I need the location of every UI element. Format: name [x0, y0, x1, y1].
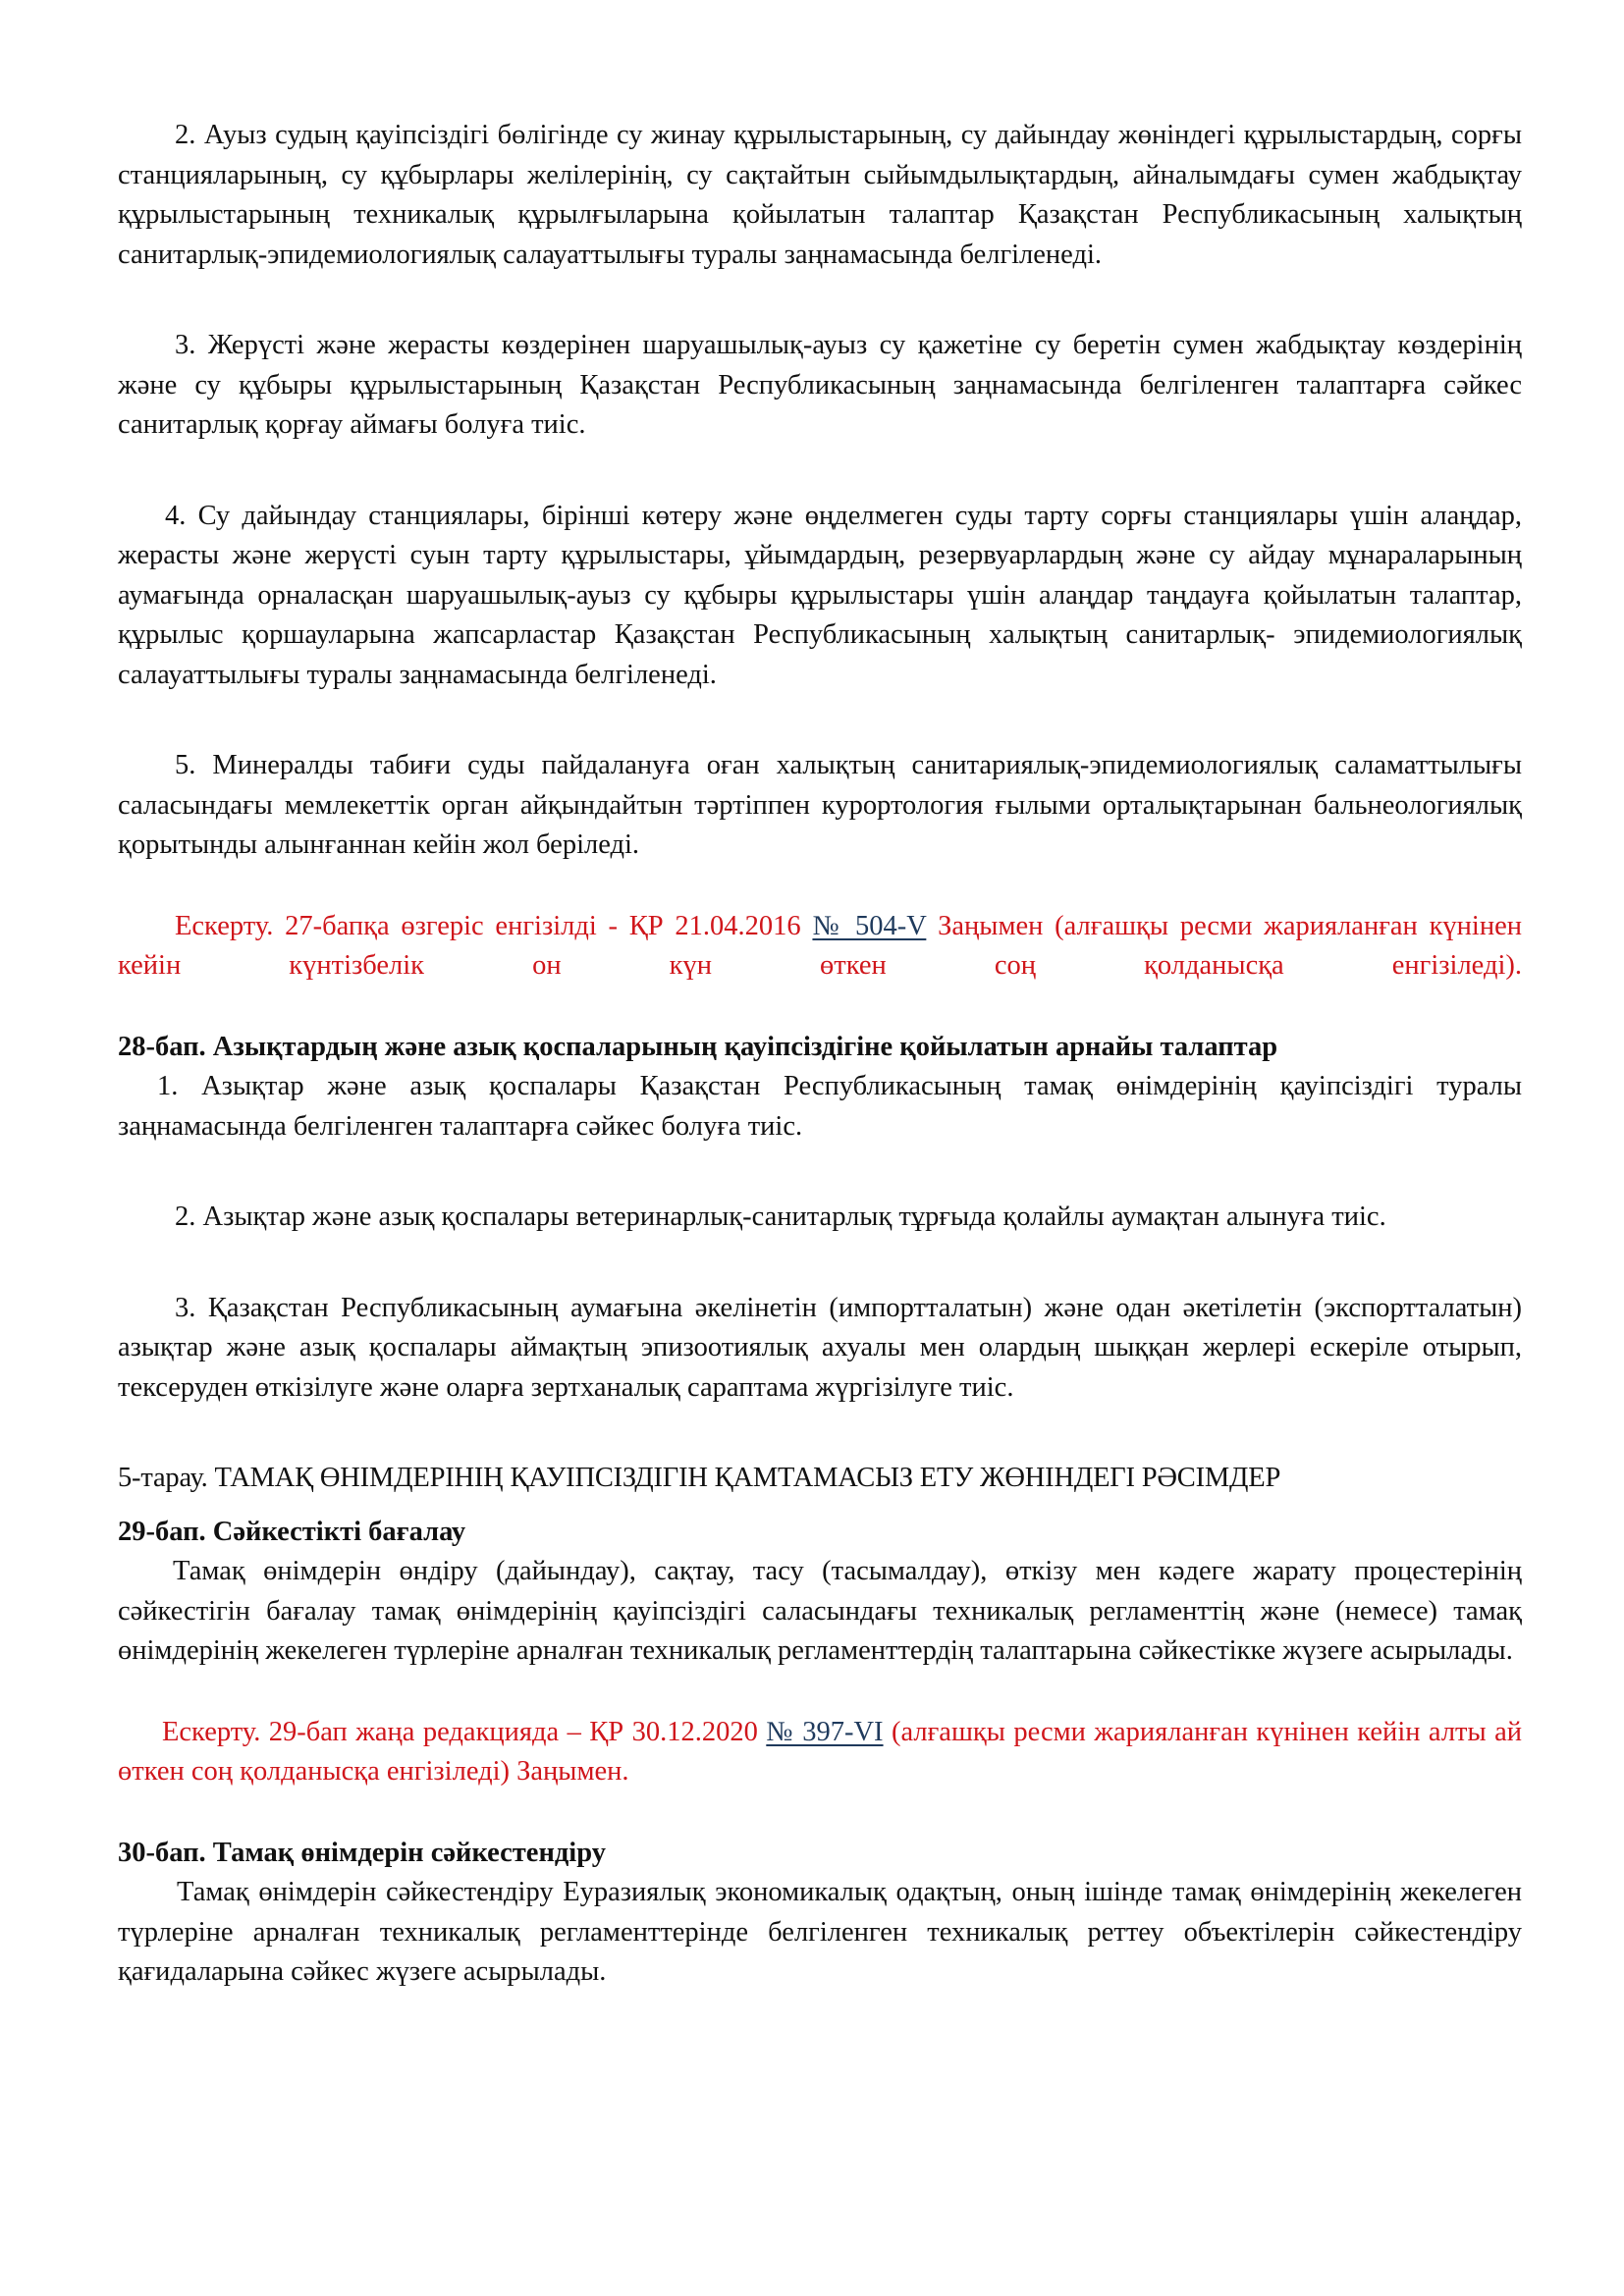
article28-paragraph-2: 2. Азықтар және азық қоспалары ветеринарлық-санитарлық тұрғыда қолайлы аумақтан алынуға тиіс. [175, 1201, 1386, 1232]
article28-paragraph-3: 3. Қазақстан Республикасының аумағына әкелінетін (импортталатын) және одан әкетілетін (экспортталатын) азықтар және азық қоспалары аймақтың эпизоотиялық ахуалы мен олардың шыққан жерлері ескеріле отырып, тексеруден өткізілуге және оларға зертханалық сараптама жүргізілуге тиіс. [118, 1292, 1522, 1403]
article27-paragraph-2: 2. Ауыз судың қауіпсіздігі бөлігінде су жинау құрылыстарының, су дайындау жөніндегі құрылыстардың, сорғы станцияларының, су құбырлары желілерінің, су сақтайтын сыйымдылықтардың, айналымдағы сумен жабдықтау құрылыстарының техникалық құрылғыларына қойылатын талаптар Қазақстан Республикасының халықтың санитарлық-эпидемиологиялық салауаттылығы туралы заңнамасында белгіленеді. [118, 120, 1522, 270]
document-page [118, 116, 1522, 1993]
article29-heading: 29-бап. Сәйкестікті бағалау [118, 1516, 466, 1547]
article28-heading: 28-бап. Азықтардың және азық қоспаларының қауіпсіздігіне қойылатын арнайы талаптар [118, 1031, 1278, 1062]
article29-amendment-note [118, 1713, 1522, 1792]
article29-paragraph-1: Тамақ өнімдерін өндіру (дайындау), сақтау, тасу (тасымалдау), өткізу мен кәдеге жарату процестерінің сәйкестігін бағалау тамақ өнімдерінің қауіпсіздігі саласындағы техникалық регламенттің және (немесе) тамақ өнімдерінің жекелеген түрлеріне арналған техникалық регламенттердің талаптарына сәйкестікке жүзеге асырылады. [118, 1556, 1522, 1666]
law-link-397-vi[interactable]: № 397-VI [766, 1716, 884, 1747]
article27-paragraph-5: 5. Минералды табиғи суды пайдалануға оған халықтың санитариялық-эпидемиологиялық саламаттылығы саласындағы мемлекеттік орган айқындайтын тәртіппен курортология ғылыми орталықтарынан бальнеологиялық қорытынды алынғаннан кейін жол беріледі. [118, 750, 1522, 860]
note-text-before: Ескерту. 29-бап жаңа редакцияда – ҚР 30.12.2020 [162, 1716, 767, 1747]
chapter5-title: 5-тарау. ТАМАҚ ӨНІМДЕРІНІҢ ҚАУІПСІЗДІГІН ҚАМТАМАСЫЗ ЕТУ ЖӨНІНДЕГІ РӘСІМДЕР [118, 1463, 1281, 1493]
article30-heading: 30-бап. Тамақ өнімдерін сәйкестендіру [118, 1837, 606, 1868]
article27-paragraph-4: 4. Су дайындау станциялары, бірінші көтеру және өңделмеген суды тарту сорғы станциялары үшін алаңдар, жерасты және жерүсті суын тарту құрылыстары, ұйымдардың, резервуарлардың және су айдау мұнараларының аумағында орналасқан шаруашылық-ауыз су құбыры құрылыстары үшін алаңдар таңдауға қойылатын талаптар, құрылыс қоршауларына жапсарластар Қазақстан Республикасының халықтың санитарлық- эпидемиологиялық салауаттылығы туралы заңнамасында белгіленеді. [118, 500, 1522, 690]
article27-amendment-note [118, 907, 1522, 987]
note-text-after: Заңымен (алғашқы ресми жарияланған күнінен кейін күнтізбелік он күн өткен соң қолданысқа енгізіледі). [118, 910, 1522, 981]
article27-paragraph-3: 3. Жерүсті және жерасты көздерінен шаруашылық-ауыз су қажетіне су беретін сумен жабдықтау көздерінің және су құбыры құрылыстарының Қазақстан Республикасының заңнамасында белгіленген талаптарға сәйкес санитарлық қорғау аймағы болуға тиіс. [118, 330, 1522, 440]
article28-paragraph-1: 1. Азықтар және азық қоспалары Қазақстан Республикасының тамақ өнімдерінің қауіпсіздігі туралы заңнамасында белгіленген талаптарға сәйкес болуға тиіс. [118, 1071, 1522, 1142]
article30-paragraph-1: Тамақ өнімдерін сәйкестендіру Еуразиялық экономикалық одақтың, оның ішінде тамақ өнімдерінің жекелеген түрлеріне арналған техникалық регламенттерінде белгіленген техникалық реттеу объектілерін сәйкестендіру қағидаларына сәйкес жүзеге асырылады. [118, 1877, 1522, 1987]
note-text-before: Ескерту. 27-бапқа өзгеріс енгізілді - ҚР 21.04.2016 [175, 910, 813, 941]
law-link-504-v[interactable]: № 504-V [812, 910, 927, 941]
note-text-after: (алғашқы ресми жарияланған күнінен кейін алты ай өткен соң қолданысқа енгізіледі) Заңымен. [118, 1716, 1522, 1787]
